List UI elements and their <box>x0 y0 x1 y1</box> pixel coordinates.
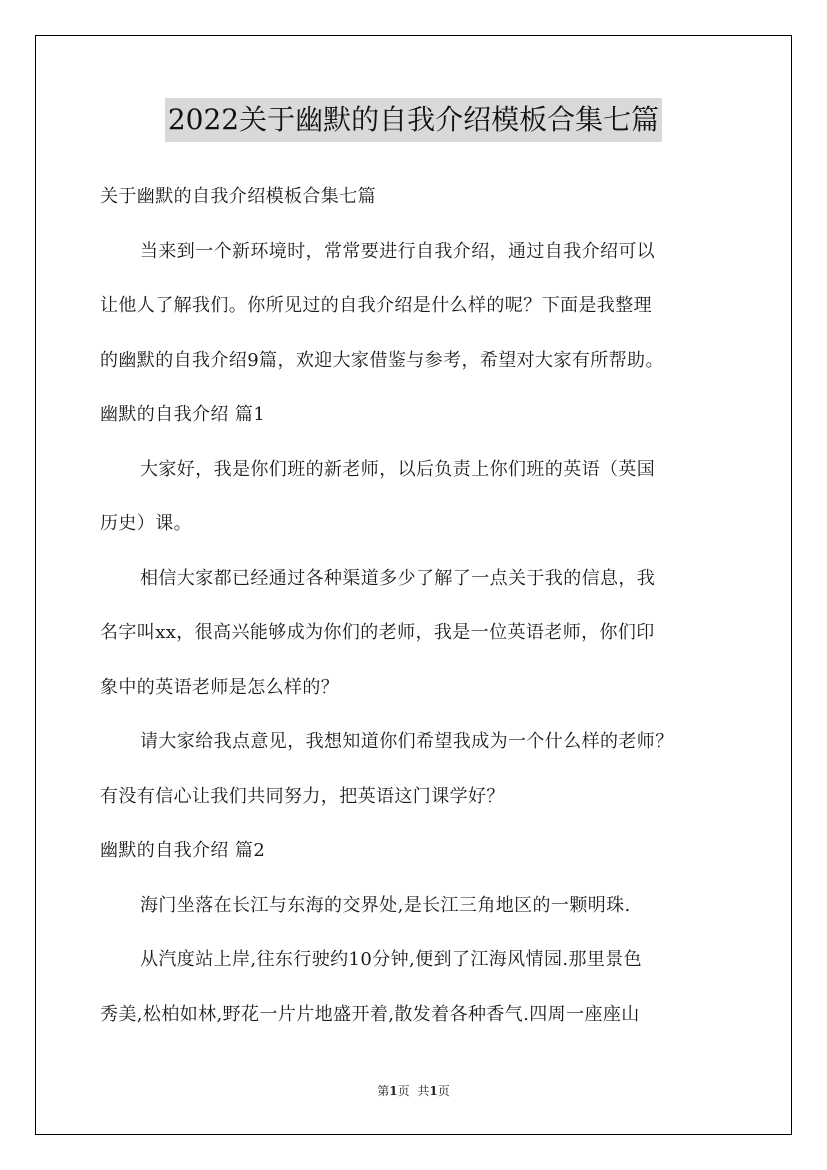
footer-total-suffix: 页 <box>437 1084 450 1098</box>
text-line: 当来到一个新环境时，常常要进行自我介绍，通过自我介绍可以 <box>140 240 656 262</box>
footer-total-number: 1 <box>429 1084 438 1098</box>
text-line: 请大家给我点意见，我想知道你们希望我成为一个什么样的老师？ <box>140 731 674 752</box>
footer-total-prefix: 共 <box>417 1084 430 1098</box>
text-line: 历史）课。 <box>100 513 192 534</box>
text-line: 名字叫xx，很高兴能够成为你们的老师，我是一位英语老师，你们印 <box>100 622 655 643</box>
text-line: 幽默的自我介绍 篇1 <box>100 404 266 425</box>
text-line: 让他人了解我们。你所见过的自我介绍是什么样的呢？下面是我整理 <box>100 295 652 316</box>
footer-page-suffix: 页 <box>397 1084 410 1098</box>
text-line: 幽默的自我介绍 篇2 <box>100 840 266 861</box>
title-container <box>0 98 827 142</box>
text-line: 有没有信心让我们共同努力，把英语这门课学好？ <box>100 785 505 807</box>
text-line: 的幽默的自我介绍9篇，欢迎大家借鉴与参考，希望对大家有所帮助。 <box>100 349 664 371</box>
document-body <box>100 170 750 1042</box>
text-line: 大家好，我是你们班的新老师，以后负责上你们班的英语（英国 <box>140 458 656 480</box>
text-line: 关于幽默的自我介绍模板合集七篇 <box>100 186 376 207</box>
text-line: 秀美,松柏如林,野花一片片地盛开着,散发着各种香气.四周一座座山 <box>100 1003 640 1025</box>
text-line: 相信大家都已经通过各种渠道多少了解了一点关于我的信息，我 <box>140 567 656 589</box>
footer-page-prefix: 第 <box>377 1084 390 1098</box>
footer-page-number: 1 <box>389 1084 398 1098</box>
text-line: 象中的英语老师是怎么样的？ <box>100 676 340 698</box>
page-footer <box>0 1082 827 1099</box>
text-line: 从汽度站上岸,往东行驶约10分钟,便到了江海风情园.那里景色 <box>140 949 643 970</box>
text-line: 海门坐落在长江与东海的交界处,是长江三角地区的一颗明珠. <box>140 894 631 916</box>
document-title: 2022关于幽默的自我介绍模板合集七篇 <box>165 98 662 142</box>
